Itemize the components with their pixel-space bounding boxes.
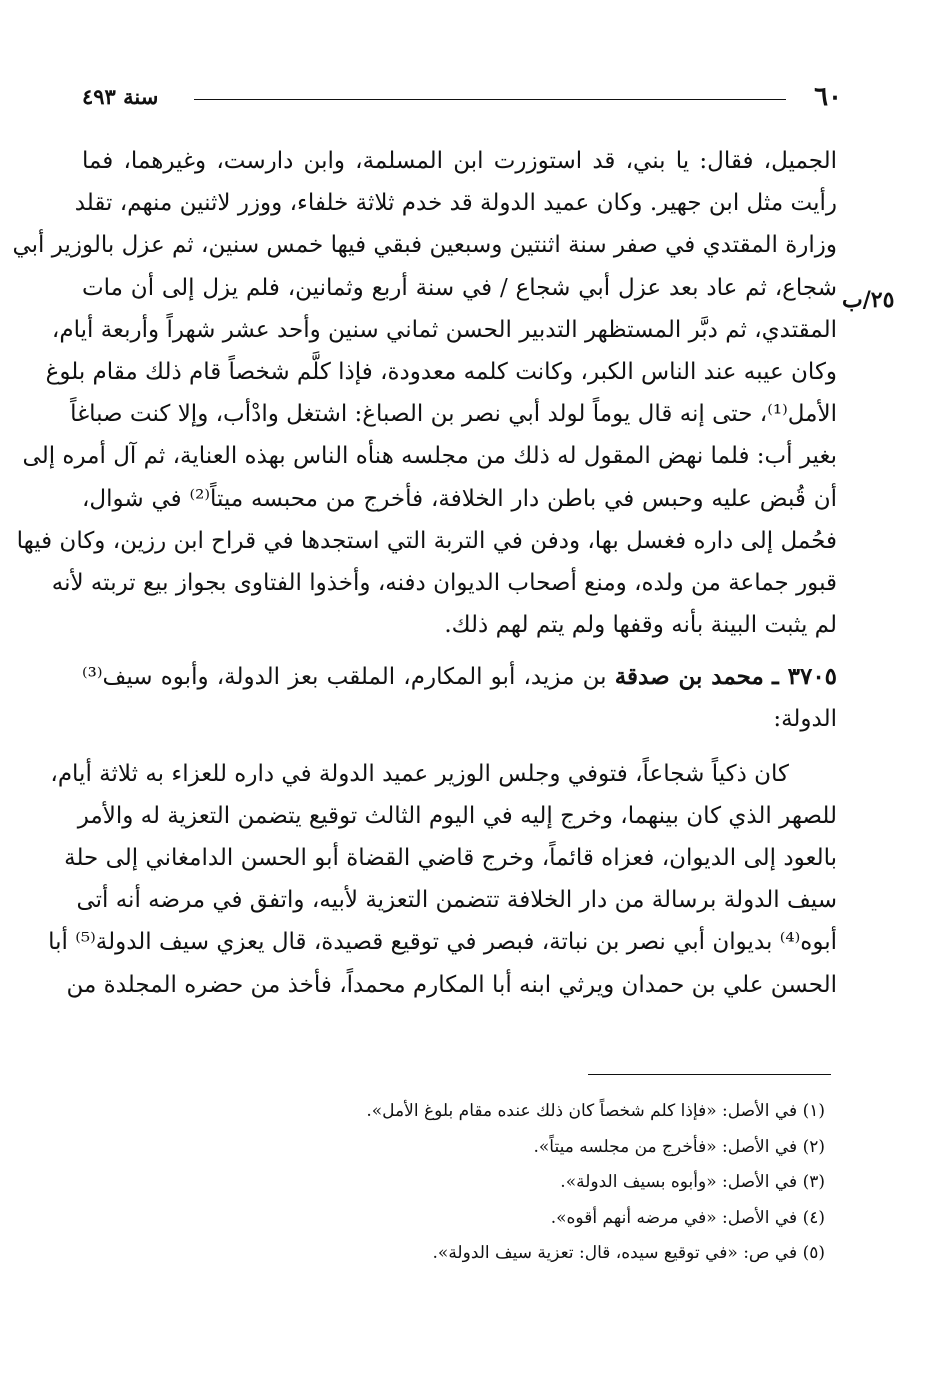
footnote: (٣) في الأصل: «وأبوه بسيف الدولة». [560,1172,825,1192]
text-line: شجاع، ثم عاد بعد عزل أبي شجاع / في سنة أربع وثمانين، فلم يزل إلى أن مات [82,274,837,301]
text-line: الأمل⁽¹⁾، حتى إنه قال يوماً لولد أبي نصر بن الصباغ: اشتغل وادْأب، وإلا كنت صباغاً [70,401,837,428]
header-year-label: سنة ٤٩٣ [82,84,159,109]
main-text [12,140,838,1006]
page-header [82,80,842,114]
text-line: الجميل، فقال: يا بني، قد استوزرت ابن المسلمة، وابن دارست، وغيرهما، فما [82,148,837,174]
footnotes [245,1094,825,1272]
entry-heading [82,656,837,698]
entry-heading-continuation: الدولة: [773,706,837,733]
entry-number: ٣٧٠٥ ـ [772,663,838,691]
entry-heading-text: بن مزيد، أبو المكارم، الملقب بعز الدولة، وأبوه سيف⁽³⁾ [82,664,607,691]
text-line: أن قُبض عليه وحبس في باطن دار الخلافة، فأخرج من محبسه ميتاً⁽²⁾ في شوال، [82,485,837,512]
text-line: للصهر الذي كان بينهما، وخرج إليه في اليوم الثالث توقيع يتضمن التعزية له والأمر [77,802,837,829]
text-line: سيف الدولة برسالة من دار الخلافة تتضمن التعزية لأبيه، واتفق في مرضه أنه أتى [76,887,837,914]
page-number: ٦٠ [814,82,842,112]
entry-name: محمد بن صدقة [614,663,764,691]
footnote: (٢) في الأصل: «فأخرج من مجلسه ميتاً». [533,1136,825,1157]
manuscript-folio-marker: ٢٥/ب [842,287,895,313]
header-rule [194,99,786,100]
text-line: الحسن علي بن حمدان ويرثي ابنه أبا المكارم محمداً، فأخذ من حضره المجلدة من [66,971,837,998]
text-line: أبوه⁽⁴⁾ بديوان أبي نصر بن نباتة، فبصر في توقيع قصيدة، قال يعزي سيف الدولة⁽⁵⁾ أبا [48,929,837,956]
text-line: وزارة المقتدي في صفر سنة اثنتين وسبعين فبقي فيها خمس سنين، ثم عزل بالوزير أبي [12,232,837,259]
text-line: المقتدي، ثم دبَّر المستظهر التدبير الحسن ثماني سنين وأحد عشر شهراً وأربعة أيام، [51,316,837,343]
text-line: وكان عيبه عند الناس الكبر، وكانت كلمه معدودة، فإذا كلَّم شخصاً قام ذلك مقام بلوغ [45,358,837,385]
text-line: لم يثبت البينة بأنه وقفها ولم يتم لهم ذلك. [444,612,837,639]
footnote-separator [588,1074,831,1075]
text-line: رأيت مثل ابن جهير. وكان عميد الدولة قد خدم ثلاثة خلفاء، ووزر لاثنين منهم، تقلد [74,190,837,217]
text-line: كان ذكياً شجاعاً، فتوفي وجلس الوزير عميد الدولة في داره للعزاء به ثلاثة أيام، [50,760,789,787]
text-line: بغير أب: فلما نهض المقول له ذلك من مجلسه هنأه الناس بهذه العناية، ثم آل أمره إلى [22,443,837,470]
footnote: (١) في الأصل: «فإذا كلم شخصاً كان ذلك عنده مقام بلوغ الأمل». [366,1101,825,1121]
text-line: بالعود إلى الديوان، فعزاه قائماً، وخرج قاضي القضاة أبو الحسن الدامغاني إلى حلة [64,845,837,871]
text-line: قبور جماعة من ولده، ومنع أصحاب الديوان دفنه، وأخذوا الفتاوى بجواز بيع تربته لأنه [51,569,837,596]
footnote: (٤) في الأصل: «في مرضه أنهم أقوه». [550,1207,825,1228]
footnote: (٥) في ص: «في توقيع سيده، قال: تعزية سيف الدولة». [432,1243,825,1263]
text-line: فحُمل إلى داره فغسل بها، ودفن في التربة التي استجدها في قراح ابن رزين، وكان فيها [16,527,837,554]
